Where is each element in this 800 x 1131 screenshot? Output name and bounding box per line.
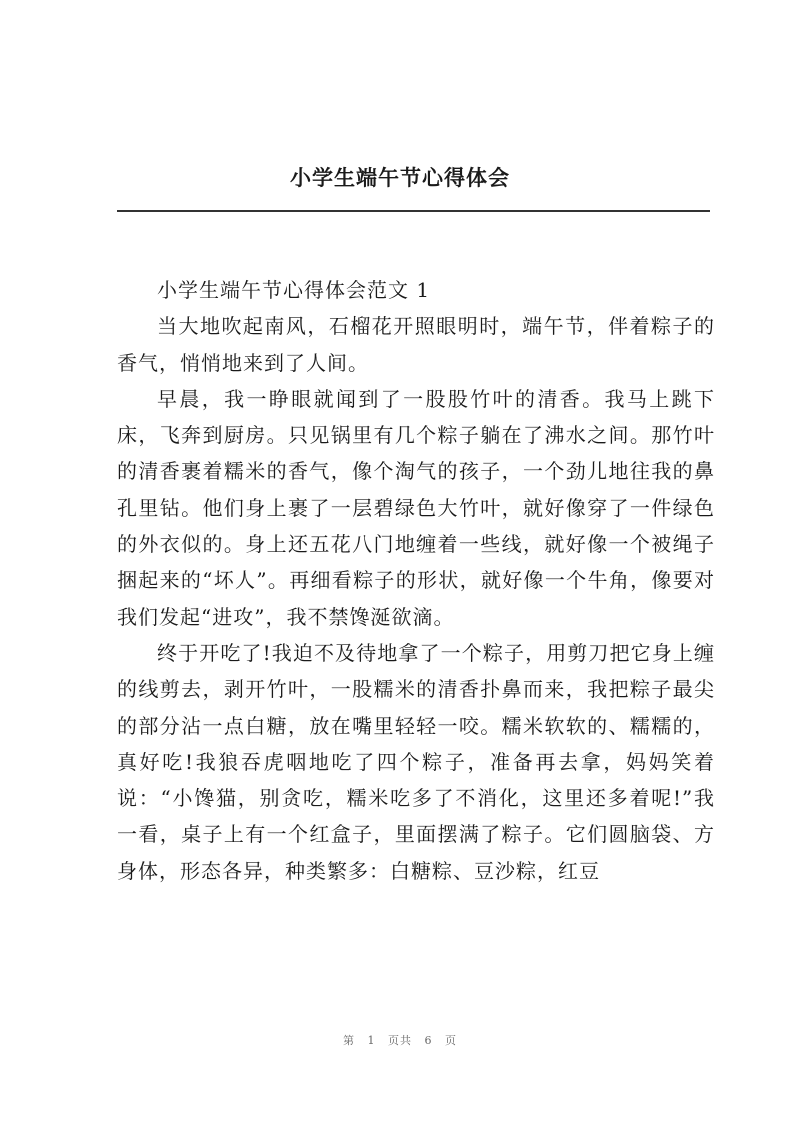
body-paragraph: 终于开吃了!我迫不及待地拿了一个粽子，用剪刀把它身上缠的线剪去，剥开竹叶，一股糯米的清香扑鼻而来，我把粽子最尖的部分沾一点白糖，放在嘴里轻轻一咬。糯米软软的、糯糯的，真好吃!我狼吞虎咽地吃了四个粽子，准备再去拿，妈妈笑着说：“小馋猫，别贪吃，糯米吃多了不消化，这里还多着呢!”我一看，桌子上有一个红盒子，里面摆满了粽子。它们圆脑袋、方身体，形态各异，种类繁多：白糖粽、豆沙粽，红豆 [117, 640, 715, 883]
footer-middle: 页共 [388, 1034, 412, 1047]
body-paragraph: 当大地吹起南风，石榴花开照眼明时，端午节，伴着粽子的香气，悄悄地来到了人间。 [117, 314, 715, 375]
footer-prefix: 第 [343, 1034, 355, 1047]
body-paragraph: 早晨，我一睁眼就闻到了一股股竹叶的清香。我马上跳下床，飞奔到厨房。只见锅里有几个粽子躺在了沸水之间。那竹叶的清香裹着糯米的香气，像个淘气的孩子，一个劲儿地往我的鼻孔里钻。他们身上裹了一层碧绿色大竹叶，就好像穿了一件绿色的外衣似的。身上还五花八门地缠着一些线，就好像一个被绳子捆起来的“坏人”。再细看粽子的形状，就好像一个牛角，像要对我们发起“进攻”，我不禁馋涎欲滴。 [117, 386, 715, 629]
section-heading: 小学生端午节心得体会范文 1 [157, 278, 431, 302]
footer-total-pages: 6 [424, 1034, 433, 1047]
footer-suffix: 页 [445, 1034, 457, 1047]
title-divider [117, 210, 710, 212]
footer-current-page: 1 [367, 1034, 376, 1047]
page-footer [0, 1032, 800, 1048]
document-body [117, 272, 715, 889]
page-title: 小学生端午节心得体会 [290, 165, 510, 190]
